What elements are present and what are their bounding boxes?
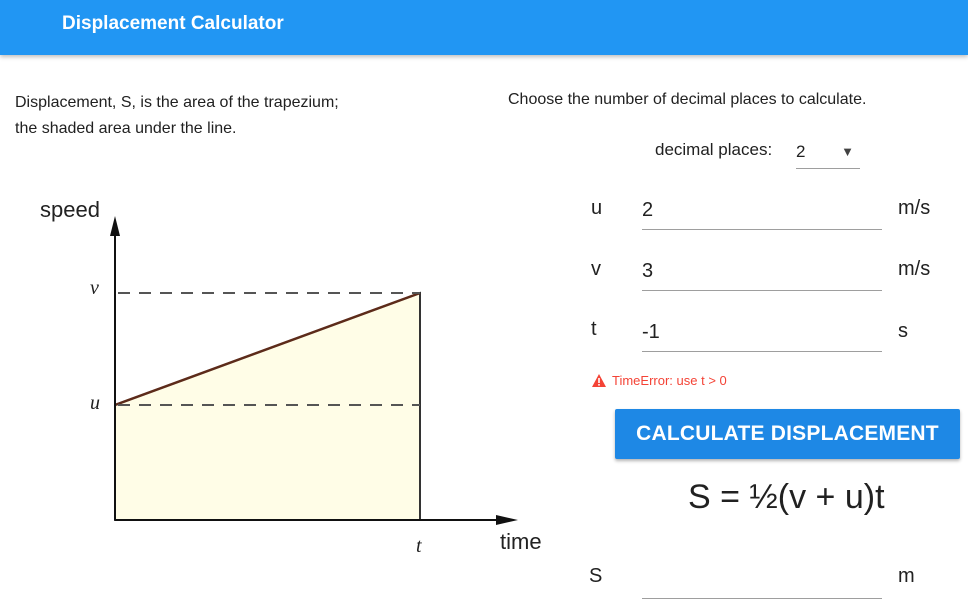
t-label: t bbox=[591, 318, 597, 340]
s-unit: m bbox=[898, 565, 915, 587]
v-axis-label: v bbox=[90, 277, 99, 299]
x-axis-label: time bbox=[500, 529, 542, 554]
u-axis-label: u bbox=[90, 392, 100, 414]
description-line-2: the shaded area under the line. bbox=[15, 120, 237, 137]
decimal-places-value: 2 bbox=[796, 142, 806, 161]
speed-time-graph bbox=[30, 190, 570, 570]
x-axis-arrow-icon bbox=[496, 515, 518, 525]
decimal-places-label: decimal places: bbox=[655, 140, 773, 159]
s-result-field bbox=[642, 558, 882, 599]
instructions-text: Choose the number of decimal places to calculate. bbox=[508, 91, 867, 108]
time-error bbox=[592, 373, 727, 388]
app-title: Displacement Calculator bbox=[62, 13, 284, 34]
v-unit: m/s bbox=[898, 258, 931, 280]
u-unit: m/s bbox=[898, 197, 931, 219]
v-input-value: 3 bbox=[642, 260, 654, 282]
t-unit: s bbox=[898, 320, 908, 342]
warning-icon bbox=[592, 374, 606, 387]
calculate-displacement-button[interactable]: CALCULATE DISPLACEMENT bbox=[615, 409, 960, 459]
y-axis-label: speed bbox=[40, 197, 100, 222]
description bbox=[15, 90, 435, 142]
dropdown-arrow-icon: ▼ bbox=[841, 144, 854, 159]
u-input-value: 2 bbox=[642, 199, 654, 221]
t-input[interactable] bbox=[642, 315, 882, 352]
decimal-places-select[interactable] bbox=[796, 138, 860, 169]
displacement-formula: S = ½(v + u)t bbox=[688, 478, 885, 516]
y-axis-arrow-icon bbox=[110, 216, 120, 236]
v-label: v bbox=[591, 258, 601, 280]
u-input[interactable] bbox=[642, 193, 882, 230]
s-label: S bbox=[589, 565, 603, 587]
u-label: u bbox=[591, 197, 603, 219]
app-header bbox=[0, 0, 968, 55]
v-input[interactable] bbox=[642, 254, 882, 291]
time-error-message: TimeError: use t > 0 bbox=[612, 373, 727, 388]
t-axis-label: t bbox=[416, 535, 422, 557]
t-input-value: -1 bbox=[642, 321, 660, 343]
trapezium-area bbox=[115, 293, 420, 520]
description-line-1: Displacement, S, is the area of the trapezium; bbox=[15, 94, 339, 111]
